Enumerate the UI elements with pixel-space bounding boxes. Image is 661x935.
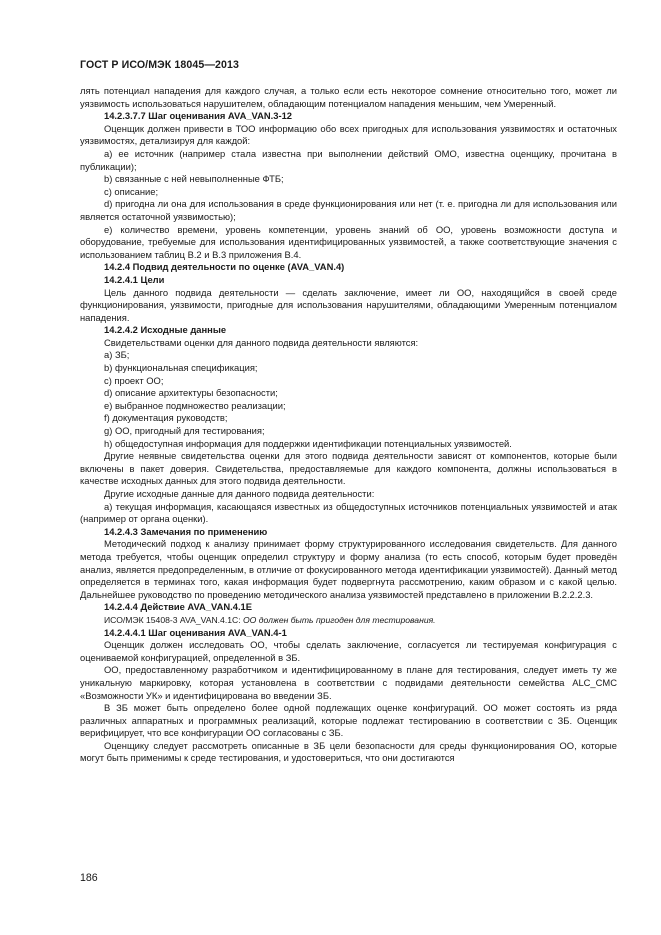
body-paragraph: лять потенциал нападения для каждого случая, а только если есть некоторое сомнение относительно того, может ли уязвимость использоваться нарушителем, обладающим потенциалом нападения меньшим, чем Умеренный. bbox=[80, 85, 617, 109]
body-paragraph: e) выбранное подмножество реализации; bbox=[104, 399, 286, 411]
body-paragraph: a) ее источник (например стала известна при выполнении действий ОМО, известна оценщику, прочитана в публикации); bbox=[80, 147, 617, 172]
body-paragraph: e) количество времени, уровень компетенции, уровень знаний об ОО, уровень возможности доступа и оборудование, требуемые для использования идентифицированных уязвимостей, а также соответствующие значения с использованием таблиц В.2 и В.3 приложения В.4. bbox=[80, 223, 617, 260]
requirement-ref: ИСО/МЭК 15408-3 AVA_VAN.4.1C: bbox=[104, 614, 243, 625]
body-paragraph: g) ОО, пригодный для тестирования; bbox=[104, 425, 265, 437]
page-number: 186 bbox=[80, 872, 98, 884]
body-paragraph: c) описание; bbox=[104, 185, 159, 197]
body-paragraph: Методический подход к анализу принимает форму структурированного исследования свидетельств. Для данного метода требуется, чтобы оценщик определил структуру и форму анализа (то есть способ, которым будет проведён анализ, является предопределенным, в отличие от фокусированного метода идентификации уязвимостей). Данный метод определяется в терминах того, какая информация будет подвергнута рассмотрению, каким образом и с какой целью. Дальнейшее руководство по проведению методического анализа уязвимостей представлено в приложении В.2.2.2.3. bbox=[80, 538, 617, 600]
body-paragraph: Цель данного подвида деятельности — сделать заключение, имеет ли ОО, находящийся в своей среде функционирования, уязвимости, пригодные для использования нарушителями, обладающими Умеренным потенциалом нападения. bbox=[80, 286, 617, 323]
body-paragraph: ОО, предоставленному разработчиком и идентифицированному в плане для тестирования, следует иметь ту же уникальную маркировку, которая установлена в соответствии с подвидами деятельности семейства ALC_CMC «Возможности УК» и идентифицирована во введении ЗБ. bbox=[80, 664, 617, 701]
body-paragraph: f) документация руководств; bbox=[104, 412, 228, 424]
section-heading: 14.2.4.2 Исходные данные bbox=[104, 324, 227, 336]
section-heading: 14.2.4.4.1 Шаг оценивания AVA_VAN.4-1 bbox=[104, 626, 287, 638]
body-paragraph: a) текущая информация, касающаяся известных из общедоступных источников потенциальных уязвимостей и атак (например от органа оценки). bbox=[80, 500, 617, 525]
document-body bbox=[80, 85, 617, 765]
section-heading: 14.2.3.7.7 Шаг оценивания AVA_VAN.3-12 bbox=[104, 110, 293, 122]
body-paragraph: В ЗБ может быть определено более одной подлежащих оценке конфигураций. ОО может состоять из ряда различных аппаратных и программных реализаций, которые подлежат тестированию в соответствии с ЗБ. Оценщик верифицирует, что все конфигурации ОО согласованы с ЗБ. bbox=[80, 702, 617, 739]
body-paragraph: Свидетельствами оценки для данного подвида деятельности являются: bbox=[104, 336, 419, 348]
body-paragraph: d) описание архитектуры безопасности; bbox=[104, 387, 278, 399]
body-paragraph: c) проект ОО; bbox=[104, 374, 164, 386]
body-paragraph: b) функциональная спецификация; bbox=[104, 362, 258, 374]
body-paragraph: d) пригодна ли она для использования в среде функционирования или нет (т. е. пригодна ли для использования или является остаточной уязвимостью); bbox=[80, 198, 617, 222]
body-paragraph: Оценщик должен исследовать ОО, чтобы сделать заключение, согласуется ли тестируемая конфигурация с оцениваемой конфигурацией, определенной в ЗБ. bbox=[80, 639, 617, 663]
requirement-note bbox=[80, 614, 617, 627]
body-paragraph: Оценщик должен привести в ТОО информацию обо всех пригодных для использования уязвимостях и остаточных уязвимостях, детализируя для каждой: bbox=[80, 122, 617, 147]
body-paragraph: a) ЗБ; bbox=[104, 349, 130, 361]
page-header: ГОСТ Р ИСО/МЭК 18045—2013 bbox=[80, 59, 239, 71]
section-heading: 14.2.4.4 Действие AVA_VAN.4.1E bbox=[104, 601, 253, 613]
section-heading: 14.2.4.3 Замечания по применению bbox=[104, 525, 268, 537]
body-paragraph: Другие исходные данные для данного подвида деятельности: bbox=[104, 488, 375, 499]
section-heading: 14.2.4 Подвид деятельности по оценке (AVA_VAN.4) bbox=[104, 261, 345, 273]
requirement-text: ОО должен быть пригоден для тестирования. bbox=[242, 614, 436, 625]
body-paragraph: Другие неявные свидетельства оценки для этого подвида деятельности зависят от компонентов, которые были включены в пакет доверия. Свидетельства, предоставляемые для каждого компонента, должны использоваться в качестве исходных данных для этого подвида деятельности. bbox=[80, 450, 617, 487]
body-paragraph: Оценщику следует рассмотреть описанные в ЗБ цели безопасности для среды функционирования ОО, которые могут быть применимы к среде тестирования, и удостовериться, что они достигаются bbox=[80, 739, 617, 764]
body-paragraph: h) общедоступная информация для поддержки идентификации потенциальных уязвимостей. bbox=[104, 437, 512, 449]
body-paragraph: b) связанные с ней невыполненные ФТБ; bbox=[104, 173, 284, 185]
section-heading: 14.2.4.1 Цели bbox=[104, 273, 165, 285]
